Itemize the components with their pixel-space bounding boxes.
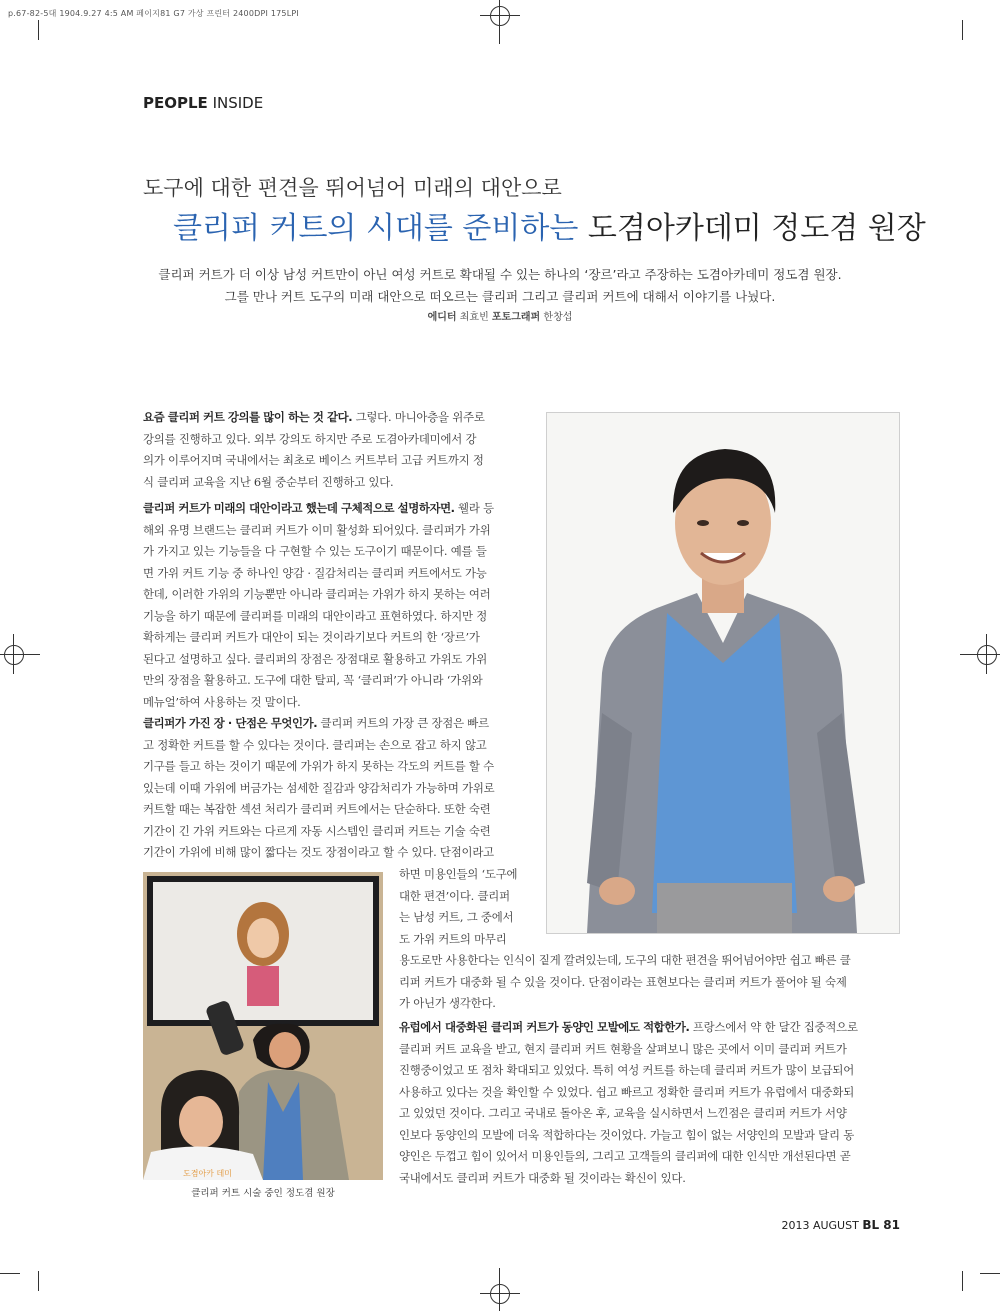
answer-3-line-2: 고 정확한 커트를 할 수 있다는 것이다. 클리퍼는 손으로 잡고 하지 않고: [143, 737, 487, 752]
answer-1-line-4: 식 클리퍼 교육을 지난 6월 중순부터 진행하고 있다.: [143, 474, 394, 489]
answer-3-line-7: 기간이 가위에 비해 많이 짧다는 것도 장점이라고 할 수 있다. 단점이라고: [143, 845, 494, 859]
answer-3-line-4: 있는데 이때 가위에 버금가는 섬세한 질감과 양감처리가 가능하며 가위로: [143, 780, 495, 795]
answer-2-line-1: 웰라 등: [454, 501, 494, 515]
narrow-line-3: 는 남성 커트, 그 중에서: [399, 910, 514, 924]
answer-3-line-6: 기간이 긴 가위 커트와는 다르게 자동 시스템인 클리퍼 커트는 기술 숙련: [143, 823, 491, 838]
answer-1-line-1: 그렇다. 마니아층을 위주로: [352, 410, 485, 424]
crop-mark-top-left: [0, 0, 40, 40]
answer-4-line-3: 진행중이었고 또 점차 확대되고 있었다. 특히 여성 커트를 하는데 클리퍼 커트가 많이 보급되어: [399, 1063, 854, 1077]
wide-line-3: 가 아닌가 생각한다.: [399, 996, 496, 1010]
answer-2-line-5: 한데, 이러한 가위의 기능뿐만 아니라 클리퍼는 가위가 하지 못하는 여러: [143, 587, 491, 601]
section-label-rest: INSIDE: [207, 94, 264, 112]
wide-line-2: 리퍼 커트가 대중화 될 수 있을 것이다. 단점이라는 표현보다는 클리퍼 커트가 풀어야 될 숙제: [399, 974, 847, 989]
answer-4-line-2: 클리퍼 커트 교육을 받고, 현지 클리퍼 커트 현황을 살펴보니 많은 곳에서 이미 클리퍼 커트가: [399, 1041, 847, 1056]
answer-2-line-10: 메뉴얼’하여 사용하는 것 말이다.: [143, 694, 301, 709]
answer-2-line-3: 가 가지고 있는 기능들을 다 구현할 수 있는 도구이기 때문이다. 예를 들: [143, 544, 487, 558]
answer-4-line-7: 양인은 두껍고 힘이 있어서 미용인들의, 그리고 고객들의 클리퍼에 대한 인식만 개선된다면 곧: [399, 1149, 851, 1163]
clipper-cut-illustration: [143, 872, 383, 1180]
folio-date: 2013 AUGUST: [781, 1219, 863, 1232]
question-1: 요즘 클리퍼 커트 강의를 많이 하는 것 같다.: [143, 410, 353, 424]
question-4: 유럽에서 대중화된 클리퍼 커트가 동양인 모발에도 적합한가.: [399, 1020, 690, 1034]
editor-name: 최효빈: [456, 312, 492, 323]
photo-caption: 클리퍼 커트 시술 중인 정도겸 원장: [191, 1188, 335, 1199]
registration-mark-top: [478, 0, 522, 44]
answer-1-line-3: 의가 이루어지며 국내에서는 최초로 베이스 커트부터 고급 커트까지 정: [143, 453, 484, 467]
section-label-bold: PEOPLE: [143, 94, 208, 112]
question-3: 클리퍼가 가진 장 · 단점은 무엇인가.: [143, 716, 318, 730]
headline: [173, 203, 926, 247]
question-2: 클리퍼 커트가 미래의 대안이라고 했는데 구체적으로 설명하자면.: [143, 501, 455, 515]
folio-page-number: 81: [879, 1218, 900, 1232]
answer-2-line-7: 확하게는 클리퍼 커트가 대안이 되는 것이라기보다 커트의 한 ‘장르’가: [143, 630, 480, 644]
folio-magazine: BL: [862, 1218, 880, 1232]
answer-3-line-5: 커트할 때는 복잡한 섹션 처리가 클리퍼 커트에서는 단순하다. 또한 숙련: [143, 802, 491, 816]
page-folio: [781, 1218, 900, 1232]
credit-line: [130, 308, 870, 323]
kicker: 도구에 대한 편견을 뛰어넘어 미래의 대안으로: [143, 176, 562, 200]
narrow-line-2: 대한 편견’이다. 클리퍼: [399, 888, 510, 903]
answer-2-line-9: 만의 장점을 활용하고. 도구에 대한 탈피, 꼭 ‘클리퍼’가 아니라 ‘가위와: [143, 673, 483, 687]
wide-line-1: 용도로만 사용한다는 인식이 짙게 깔려있는데, 도구의 대한 편견을 뛰어넘어야만 쉽고 빠른 클: [399, 953, 851, 967]
clipper-cut-photo: [143, 872, 383, 1180]
crop-mark-bottom-right: [960, 1271, 1000, 1311]
answer-4-line-4: 사용하고 있다는 것을 확인할 수 있었다. 쉽고 빠르고 정확한 클리퍼 커트가 유럽에서 대중화되: [399, 1084, 854, 1099]
lead-line-1: 클리퍼 커트가 더 이상 남성 커트만이 아닌 여성 커트로 확대될 수 있는 하나의 ‘장르’라고 주장하는 도겸아카데미 정도겸 원장.: [158, 267, 842, 282]
editor-label: 에디터: [427, 312, 457, 323]
answer-3-line-1: 클리퍼 커트의 가장 큰 장점은 빠르: [317, 716, 489, 730]
section-label: [143, 94, 263, 112]
article-section-2: [143, 498, 531, 713]
answer-4-line-8: 국내에서도 클리퍼 커트가 대중화 될 것이라는 확신이 있다.: [399, 1170, 686, 1185]
answer-1-line-2: 강의를 진행하고 있다. 외부 강의도 하지만 주로 도겸아카데미에서 강: [143, 431, 477, 446]
narrow-line-4: 도 가위 커트의 마무리: [399, 931, 507, 946]
answer-3-line-3: 기구를 들고 하는 것이기 때문에 가위가 하지 못하는 각도의 커트를 할 수: [143, 759, 494, 773]
answer-4-line-5: 고 있었던 것이다. 그리고 국내로 돌아온 후, 교육을 실시하면서 느낀점은 클리퍼 커트가 서양: [399, 1106, 847, 1120]
article-section-3: [143, 713, 531, 864]
answer-2-line-8: 된다고 설명하고 싶다. 클리퍼의 장점은 장점대로 활용하고 가위도 가위: [143, 651, 488, 666]
photographer-label: 포토그래퍼: [491, 312, 541, 323]
headline-blue: 클리퍼 커트의 시대를 준비하는: [173, 211, 579, 246]
cape-logo-text: 도겸아카 데미: [183, 1169, 232, 1178]
crop-mark-bottom-left: [0, 1271, 40, 1311]
answer-4-line-1: 프랑스에서 약 한 달간 집중적으로: [689, 1020, 858, 1034]
photographer-name: 한창섭: [540, 312, 573, 323]
answer-4-line-6: 인보다 동양인의 모발에 더욱 적합하다는 것이었다. 가늘고 힘이 없는 서양인의 모발과 달리 동: [399, 1127, 854, 1142]
narrow-line-1: 하면 미용인들의 ‘도구에: [399, 867, 518, 881]
portrait-illustration: [547, 413, 899, 933]
lead-line-2: 그를 만나 커트 도구의 미래 대안으로 떠오르는 클리퍼 그리고 클리퍼 커트에 대해서 이야기를 나눴다.: [224, 289, 776, 304]
crop-mark-top-right: [960, 0, 1000, 40]
answer-2-line-2: 해외 유명 브랜드는 클리퍼 커트가 이미 활성화 되어있다. 클리퍼가 가위: [143, 522, 491, 537]
article-wrap-wide: [399, 950, 897, 1015]
article-section-1: [143, 407, 531, 493]
registration-mark-bottom: [478, 1268, 522, 1311]
registration-mark-right: [960, 632, 1000, 676]
headline-dark: 도겸아카데미 정도겸 원장: [578, 211, 926, 246]
printer-slug: p.67-82-5대 1904.9.27 4:5 AM 페이지81 G7 가상 프린터 2400DPI 175LPI: [8, 9, 299, 18]
article-wrap-narrow: [399, 864, 534, 950]
registration-mark-left: [0, 632, 40, 676]
answer-2-line-6: 기능을 하기 때문에 클리퍼를 미래의 대안이라고 표현하였다. 하지만 정: [143, 608, 488, 623]
answer-2-line-4: 면 가위 커트 기능 중 하나인 양감 · 질감처리는 클리퍼 커트에서도 가능: [143, 565, 487, 580]
portrait-photo: [546, 412, 900, 934]
article-section-4: [399, 1017, 897, 1189]
